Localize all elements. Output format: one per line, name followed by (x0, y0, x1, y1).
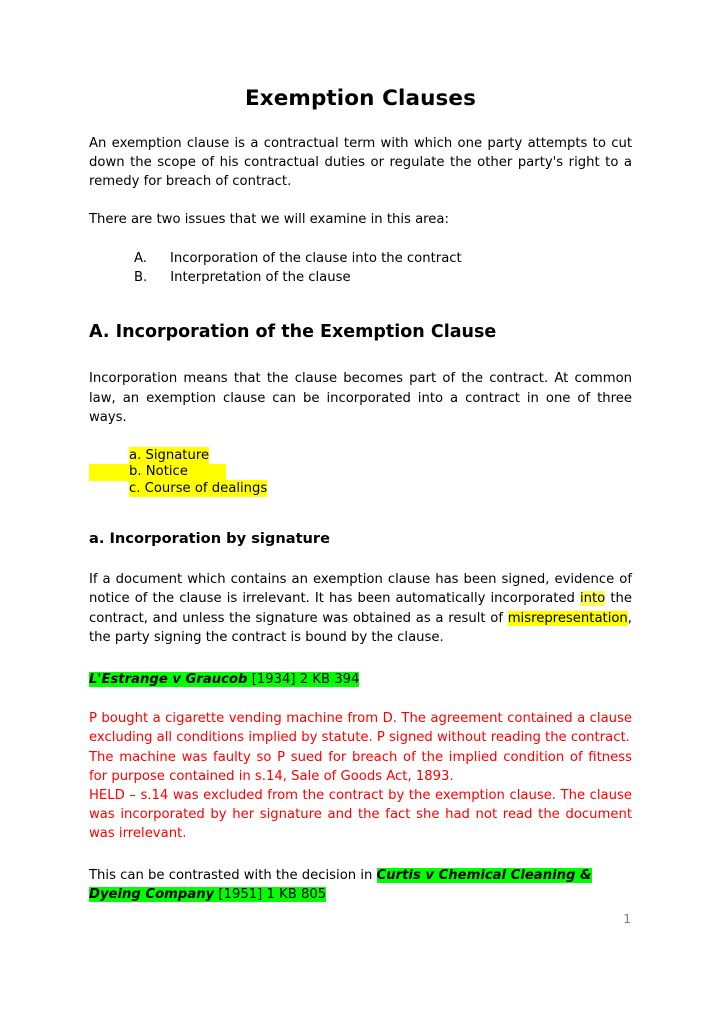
spacer (89, 427, 632, 448)
list-item (89, 481, 632, 497)
list-item-label: Incorporation of the clause into the contract (169, 250, 462, 266)
list-item (89, 249, 632, 268)
case-reference: [1951] 1 KB 805 (214, 887, 327, 903)
spacer (89, 343, 632, 369)
spacer (89, 497, 632, 530)
section-heading-a: A. Incorporation of the Exemption Clause (89, 321, 497, 342)
section-a-paragraph: Incorporation means that the clause becomes part of the contract. At common law, an exemption clause can be incorporated into a contract in one of three ways. (89, 371, 632, 425)
spacer (89, 647, 632, 670)
issues-list (89, 249, 632, 287)
page-number: 1 (623, 912, 631, 926)
list-item-label: Interpretation of the clause (170, 269, 351, 285)
list-item (89, 448, 632, 464)
case-facts-paragraph: P bought a cigarette vending machine from D. The agreement contained a clause excluding all conditions implied by statute. P signed without reading the contract. (89, 711, 632, 746)
spacer (89, 191, 632, 210)
list-item (89, 268, 632, 287)
list-item (89, 464, 632, 480)
list-item-label: b. Notice (129, 464, 188, 480)
document-content (89, 0, 632, 905)
spacer (89, 689, 632, 709)
list-item-marker: B. (134, 269, 148, 285)
case-name: Curtis v Chemical Cleaning & Dyeing Company (89, 867, 592, 903)
spacer (89, 287, 632, 321)
paragraph-text-part: , the party signing the contract is bound by the clause. (89, 610, 632, 645)
intro-paragraph: An exemption clause is a contractual term with which one party attempts to cut down the scope of his contractual duties or regulate the other party's right to a remedy for breach of contract. (89, 135, 632, 190)
spacer (89, 549, 632, 570)
incorporation-ways-list (89, 448, 632, 497)
case-reference: [1934] 2 KB 394 (247, 671, 360, 687)
spacer (89, 230, 632, 249)
case-held-paragraph: HELD – s.14 was excluded from the contract by the exemption clause. The clause was incorporated by her signature and the fact she had not read the document was irrelevant. (89, 787, 632, 842)
case-citation-lestrange (89, 670, 632, 689)
subsection-a-paragraph (89, 570, 632, 647)
paragraph-text-part: the contract, and unless the signature was obtained as a result of (89, 591, 632, 626)
spacer (89, 844, 632, 866)
highlighted-text-into: into (579, 591, 606, 607)
list-item-marker: A. (134, 250, 147, 266)
case-citation-curtis (89, 866, 632, 905)
contrast-lead-in: This can be contrasted with the decision in (89, 867, 377, 883)
subsection-heading-a: a. Incorporation by signature (89, 530, 331, 548)
page-title: Exemption Clauses (245, 86, 476, 111)
case-issue-paragraph: The machine was faulty so P sued for breach of the implied condition of fitness for purpose contained in s.14, Sale of Goods Act, 1893. (89, 749, 632, 784)
paragraph-text-part: If a document which contains an exemption clause has been signed, evidence of notice of the clause is irrelevant. It has been automatically incorporated (89, 572, 632, 607)
spacer (89, 112, 632, 134)
case-name: L'Estrange v Graucob (89, 671, 248, 687)
list-item-label: a. Signature (129, 447, 210, 463)
issues-lead-in: There are two issues that we will examine in this area: (89, 212, 449, 228)
highlighted-text-misrepresentation: misrepresentation (507, 610, 628, 626)
list-item-label: c. Course of dealings (129, 480, 268, 496)
